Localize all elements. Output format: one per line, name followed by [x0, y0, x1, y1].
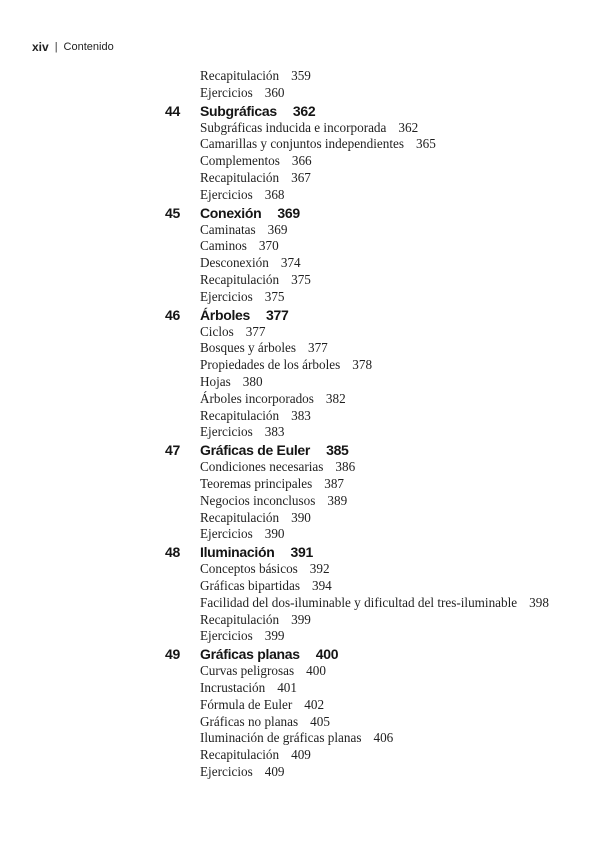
- entry-page: 409: [264, 764, 285, 779]
- toc-entry[interactable]: [200, 612, 311, 628]
- chapter-title: Gráficas de Euler: [200, 442, 311, 459]
- entry-title: Hojas: [200, 374, 231, 389]
- entry-title: Curvas peligrosas: [200, 663, 295, 679]
- entry-page: 368: [264, 186, 285, 202]
- chapter-page: 377: [266, 306, 289, 323]
- toc-entry[interactable]: [200, 459, 355, 475]
- entry-page: 400: [306, 663, 326, 679]
- entry-page: 394: [311, 578, 332, 593]
- entry-title: Recapitulación: [200, 747, 280, 763]
- entry-page: 370: [258, 238, 279, 254]
- entry-title: Ciclos: [200, 323, 234, 339]
- entry-page: 359: [291, 68, 311, 83]
- entry-title: Complementos: [200, 153, 280, 169]
- chapter-title-group: [200, 102, 315, 120]
- entry-page: 375: [291, 272, 311, 287]
- entry-page: 399: [264, 628, 285, 644]
- toc-entry[interactable]: [200, 578, 332, 594]
- chapter-title-group: [200, 543, 313, 561]
- chapter-page: 362: [292, 102, 316, 119]
- toc-entry[interactable]: [200, 272, 311, 288]
- entry-page: 398: [529, 594, 549, 610]
- entry-title: Ejercicios: [200, 84, 253, 100]
- chapter-title: Iluminación: [200, 544, 275, 561]
- toc-entry[interactable]: [200, 561, 330, 577]
- entry-title: Iluminación de gráficas planas: [200, 730, 362, 746]
- entry-title: Camarillas y conjuntos independientes: [200, 136, 404, 152]
- entry-title: Gráficas no planas: [200, 713, 299, 729]
- entry-page: 389: [327, 492, 348, 508]
- chapter-page: 400: [315, 646, 339, 663]
- entry-title: Recapitulación: [200, 68, 280, 83]
- entry-page: 409: [291, 747, 311, 763]
- toc-entry[interactable]: [200, 747, 311, 763]
- toc-entry[interactable]: [200, 68, 311, 84]
- entry-page: 383: [264, 424, 285, 440]
- entry-page: 367: [291, 170, 311, 185]
- header-separator: |: [54, 41, 58, 53]
- chapter-title-group: [200, 645, 338, 663]
- entry-title: Árboles incorporados: [200, 390, 314, 406]
- entry-page: 382: [325, 390, 346, 406]
- chapter-page: 369: [277, 204, 300, 221]
- entry-title: Condiciones necesarias: [200, 459, 324, 475]
- toc-entry[interactable]: [200, 374, 263, 390]
- section-title: Contenido: [63, 41, 114, 53]
- entry-title: Ejercicios: [200, 526, 253, 542]
- entry-page: 362: [398, 119, 419, 135]
- entry-page: 377: [307, 340, 328, 356]
- entry-title: Gráficas bipartidas: [200, 578, 300, 593]
- chapter-number: 49: [165, 646, 180, 663]
- toc-entry[interactable]: [200, 153, 312, 169]
- toc-entry[interactable]: [200, 663, 326, 679]
- entry-page: 401: [277, 680, 297, 695]
- entry-title: Recapitulación: [200, 509, 280, 525]
- entry-page: 406: [373, 730, 394, 746]
- chapter-page: 391: [290, 544, 313, 561]
- entry-title: Ejercicios: [200, 424, 253, 440]
- entry-title: Recapitulación: [200, 170, 280, 185]
- toc-entry[interactable]: [200, 238, 279, 254]
- page-header: [32, 40, 114, 54]
- page-number: xiv: [32, 40, 49, 54]
- entry-title: Ejercicios: [200, 288, 253, 304]
- toc-entry[interactable]: [200, 730, 393, 746]
- entry-page: 386: [335, 459, 356, 475]
- toc-entry[interactable]: [200, 628, 285, 644]
- chapter-title-group: [200, 204, 300, 222]
- toc-entry[interactable]: [200, 526, 285, 542]
- entry-title: Teoremas principales: [200, 476, 313, 491]
- toc-entry[interactable]: [200, 764, 285, 780]
- entry-title: Ejercicios: [200, 186, 253, 202]
- toc-entry[interactable]: [200, 493, 347, 509]
- entry-title: Recapitulación: [200, 611, 280, 627]
- toc-entry[interactable]: [200, 120, 418, 136]
- entry-title: Recapitulación: [200, 407, 280, 423]
- toc-entry[interactable]: [200, 222, 287, 238]
- entry-title: Incrustación: [200, 680, 266, 695]
- entry-title: Recapitulación: [200, 272, 280, 287]
- toc-entry[interactable]: [200, 714, 330, 730]
- toc-entry[interactable]: [200, 510, 311, 526]
- chapter-title: Árboles: [200, 306, 251, 323]
- entry-title: Ejercicios: [200, 628, 253, 644]
- chapter-number: 48: [165, 544, 180, 561]
- chapter-number: 45: [165, 204, 180, 221]
- entry-title: Conceptos básicos: [200, 561, 298, 577]
- toc-entry[interactable]: [200, 424, 285, 440]
- toc-entry[interactable]: [200, 136, 436, 152]
- toc-entry[interactable]: [200, 324, 265, 340]
- toc-entry[interactable]: [200, 289, 285, 305]
- entry-page: 390: [291, 509, 311, 525]
- entry-title: Bosques y árboles: [200, 340, 296, 356]
- entry-page: 375: [264, 288, 285, 304]
- entry-title: Negocios inconclusos: [200, 492, 316, 508]
- entry-page: 383: [291, 407, 311, 423]
- entry-page: 380: [242, 374, 263, 389]
- chapter-title: Subgráficas: [200, 102, 277, 119]
- entry-page: 402: [304, 696, 325, 712]
- chapter-title-group: [200, 441, 349, 459]
- chapter-number: 46: [165, 306, 180, 323]
- chapter-number: 44: [165, 102, 180, 119]
- entry-title: Caminos: [200, 238, 247, 254]
- entry-page: 366: [291, 153, 312, 169]
- entry-title: Propiedades de los árboles: [200, 357, 341, 373]
- entry-title: Ejercicios: [200, 764, 253, 779]
- toc-entry[interactable]: [200, 357, 372, 373]
- chapter-title-group: [200, 306, 289, 324]
- toc-entry[interactable]: [200, 187, 285, 203]
- entry-page: 365: [416, 136, 436, 152]
- toc-entry[interactable]: [200, 680, 297, 696]
- toc-entry[interactable]: [200, 408, 311, 424]
- chapter-number: 47: [165, 442, 180, 459]
- chapter-title: Conexión: [200, 204, 262, 221]
- toc-entry[interactable]: [200, 595, 549, 611]
- entry-page: 374: [280, 255, 301, 271]
- entry-title: Subgráficas inducida e incorporada: [200, 119, 387, 135]
- entry-page: 369: [267, 221, 288, 237]
- entry-title: Desconexión: [200, 255, 269, 271]
- toc-entry[interactable]: [200, 255, 301, 271]
- entry-page: 405: [310, 713, 330, 729]
- toc-entry[interactable]: [200, 476, 344, 492]
- entry-page: 360: [264, 84, 285, 100]
- toc-entry[interactable]: [200, 340, 328, 356]
- entry-page: 387: [324, 476, 345, 491]
- entry-title: Fórmula de Euler: [200, 696, 293, 712]
- chapter-page: 385: [326, 442, 349, 459]
- entry-page: 392: [309, 561, 330, 577]
- toc-entry[interactable]: [200, 170, 311, 186]
- entry-page: 390: [264, 526, 285, 542]
- entry-page: 378: [352, 357, 373, 373]
- entry-page: 399: [291, 611, 311, 627]
- chapter-title: Gráficas planas: [200, 646, 300, 663]
- toc-entry[interactable]: [200, 697, 324, 713]
- entry-title: Facilidad del dos-iluminable y dificultad del tres-iluminable: [200, 594, 518, 610]
- toc-entry[interactable]: [200, 391, 346, 407]
- entry-title: Caminatas: [200, 221, 256, 237]
- toc-entry[interactable]: [200, 85, 285, 101]
- entry-page: 377: [245, 323, 266, 339]
